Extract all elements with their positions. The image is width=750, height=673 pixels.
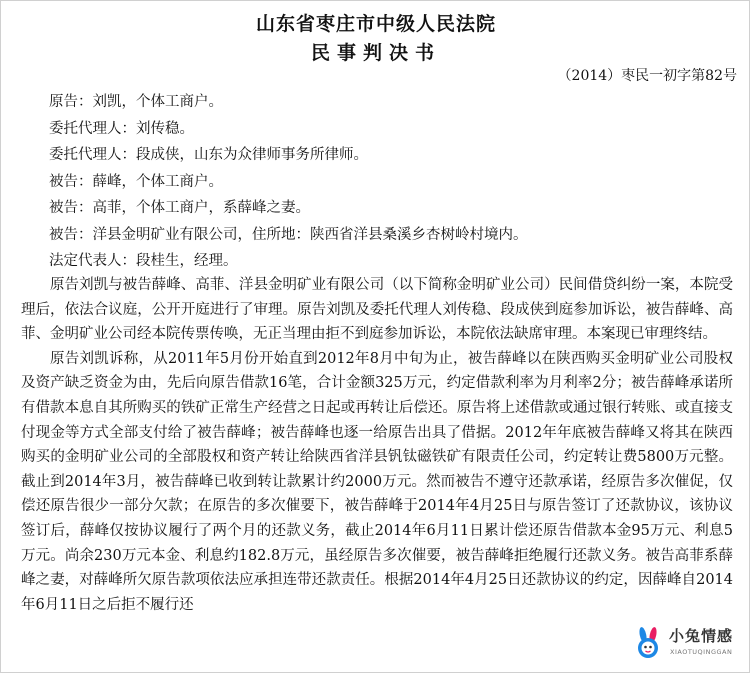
- party-defendant-1: 被告：薛峰，个体工商户。: [49, 173, 223, 190]
- document-type-title: 民事判决书: [310, 42, 441, 64]
- rabbit-logo-icon: [631, 626, 665, 660]
- court-name: 山东省枣庄市中级人民法院: [255, 13, 496, 35]
- paragraph-case-intro: 原告刘凯与被告薛峰、高菲、洋县金明矿业有限公司（以下简称金明矿业公司）民间借贷纠纷一案，本院受理后，依法合议庭，公开开庭进行了审理。原告刘凯及委托代理人刘传稳、段成侠到庭参加诉讼，被告薛峰、高菲、金明矿业公司经本院传票传唤，无正当理由拒不到庭参加诉讼，本院依法缺席审理。本案现已审理终结。: [21, 277, 733, 343]
- case-number: （2014）枣民一初字第82号: [557, 68, 737, 84]
- party-agent-1: 委托代理人：刘传稳。: [49, 120, 194, 137]
- paragraph-plaintiff-claim: 原告刘凯诉称，从2011年5月份开始直到2012年8月中旬为止，被告薛峰以在陕西购买金明矿业公司股权及资产缺乏资金为由，先后向原告借款16笔，合计金额325万元，约定借款利率为月利率2分；被告薛峰承诺所有借款本息自其所购买的铁矿正常生产经营之日起或再转让后偿还。原告将上述借款或通过银行转账、或直接支付现金等方式全部支付给了被告薛峰；被告薛峰也逐一给原告出具了借据。2012年年底被告薛峰又将其在陕西购买的金明矿业公司的全部股权和资产转让给陕西省洋县钒钛磁铁矿有限责任公司，约定转让费5800万元整。截止到2014年3月，被告薛峰已收到转让款累计约2000万元。然而被告不遵守还款承诺，经原告多次催促，仅偿还原告很少一部分欠款；在原告的多次催要下，被告薛峰于2014年4月25日与原告签订了还款协议，该协议签订后，薛峰仅按协议履行了两个月的还款义务，截止2014年6月11日累计偿还原告借款本金95万元、利息5万元。尚余230万元本金、利息约182.8万元，虽经原告多次催要，被告薛峰拒绝履行还款义务。被告高菲系薛峰之妻，对薛峰所欠原告款项依法应承担连带还款责任。根据2014年4月25日还款协议的约定，因薛峰自2014年6月11日之后拒不履行还: [21, 350, 733, 613]
- watermark-subtitle: XIAOTUQINGGAN: [670, 648, 733, 656]
- party-list: [49, 89, 739, 275]
- party-agent-2: 委托代理人：段成侠，山东为众律师事务所律师。: [49, 147, 368, 163]
- party-defendant-2: 被告：高菲，个体工商户，系薛峰之妻。: [49, 200, 310, 216]
- party-defendant-3: 被告：洋县金明矿业有限公司，住所地：陕西省洋县桑溪乡杏树岭村境内。: [49, 226, 528, 243]
- judgment-body: [21, 273, 733, 617]
- party-legal-representative: 法定代表人：段桂生，经理。: [49, 253, 238, 269]
- party-plaintiff: 原告：刘凯，个体工商户。: [49, 94, 223, 110]
- watermark-name: 小兔情感: [669, 627, 734, 645]
- watermark-logo: [627, 620, 745, 666]
